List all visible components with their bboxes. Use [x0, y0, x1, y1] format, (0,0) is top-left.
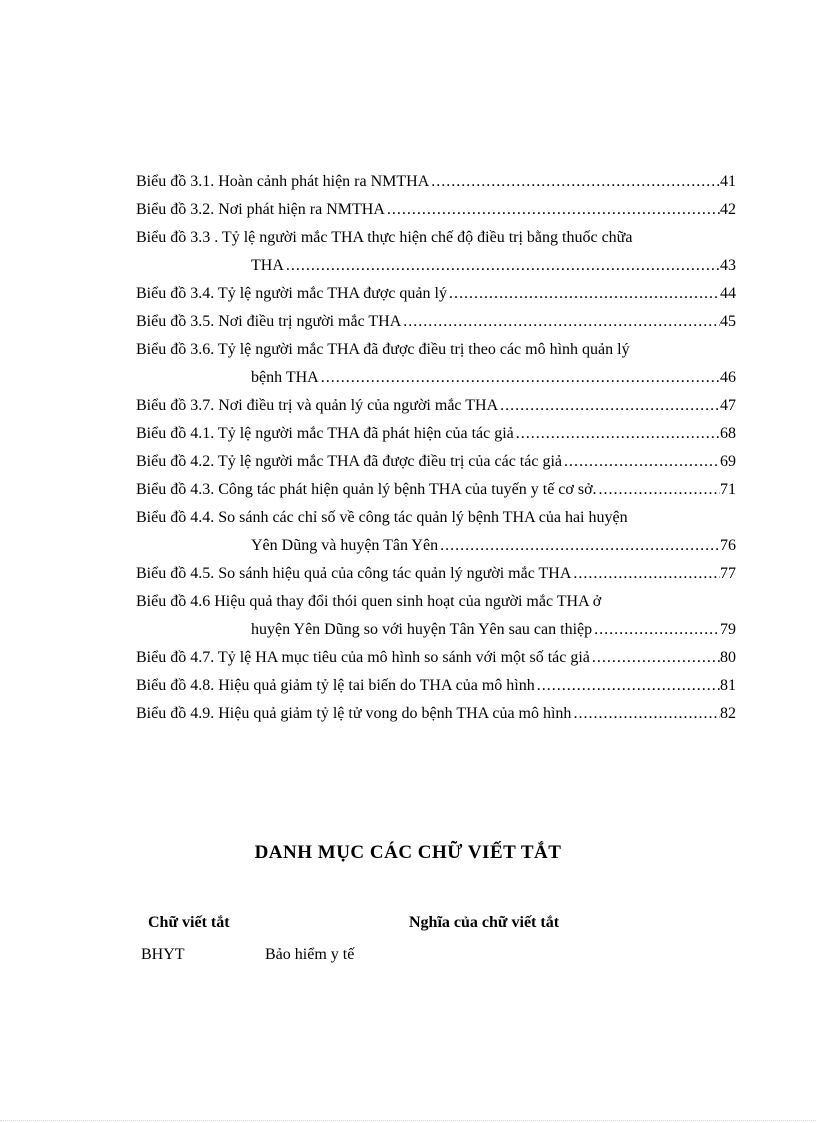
toc-page-number: 69: [720, 453, 736, 470]
dot-leader: [592, 616, 720, 644]
dot-leader: [447, 280, 720, 308]
meaning-column-header: Nghĩa của chữ viết tắt: [409, 914, 560, 931]
toc-entry-title: Biểu đồ 3.5. Nơi điều trị người mắc THA: [136, 313, 402, 330]
toc-entry-title: Biểu đồ 4.4. So sánh các chỉ số về công tác quản lý bệnh THA của hai huyện: [136, 509, 628, 526]
toc-entry: [136, 224, 736, 252]
toc-entry-title: Biểu đồ 4.8. Hiệu quả giảm tỷ lệ tai biến do THA của mô hình: [136, 677, 535, 694]
toc-entry-title: Biểu đồ 3.6. Tỷ lệ người mắc THA đã được điều trị theo các mô hình quản lý: [136, 341, 630, 358]
dot-leader: [571, 560, 720, 588]
toc-entry: [136, 532, 736, 560]
toc-entry: [136, 560, 736, 588]
toc-entry-title: Biểu đồ 3.4. Tỷ lệ người mắc THA được quản lý: [136, 285, 447, 302]
toc-entry: [136, 448, 736, 476]
page-bottom-divider: [0, 1120, 816, 1121]
toc-entry: [136, 616, 736, 644]
toc-entry: [136, 420, 736, 448]
toc-entry: [136, 476, 736, 504]
toc-entry-title: Biểu đồ 3.3 . Tỷ lệ người mắc THA thực hiện chế độ điều trị bằng thuốc chữa: [136, 229, 633, 246]
toc-entry: [136, 308, 736, 336]
meaning-cell: Bảo hiểm y tế: [265, 946, 355, 963]
dot-leader: [597, 476, 720, 504]
toc-page-number: 41: [720, 173, 736, 190]
toc-entry-line: [136, 392, 736, 420]
toc-page-number: 44: [720, 285, 736, 302]
toc-page-number: 42: [720, 201, 736, 218]
dot-leader: [401, 308, 720, 336]
toc-entry-title: THA: [251, 257, 284, 274]
toc-page-number: 80: [720, 649, 736, 666]
toc-entry-line: [136, 672, 736, 700]
toc-entry-line: [136, 280, 736, 308]
toc-entry: [136, 700, 736, 728]
toc-entry-line: [136, 168, 736, 196]
toc-entry-line: [136, 252, 736, 280]
toc-entry-line: [136, 364, 736, 392]
toc-entry-title: Biểu đồ 3.2. Nơi phát hiện ra NMTHA: [136, 201, 385, 218]
toc-entry-line: [136, 644, 736, 672]
toc-page-number: 47: [720, 397, 736, 414]
toc-entry-line: [136, 420, 736, 448]
toc-entry: [136, 336, 736, 364]
toc-page-number: 71: [720, 481, 736, 498]
toc-entry-title: Biểu đồ 4.3. Công tác phát hiện quản lý bệnh THA của tuyến y tế cơ sở.: [136, 481, 597, 498]
toc-entry: [136, 672, 736, 700]
toc-entry-line: [136, 448, 736, 476]
toc-entry-line: [136, 196, 736, 224]
toc-entry-title: Biểu đồ 4.2. Tỷ lệ người mắc THA đã được điều trị của các tác giả: [136, 453, 562, 470]
toc-page-number: 45: [720, 313, 736, 330]
toc-entry-line: [136, 336, 736, 364]
toc-entry-title: Biểu đồ 3.7. Nơi điều trị và quản lý của người mắc THA: [136, 397, 499, 414]
toc-entry-line: [136, 476, 736, 504]
toc-entry-line: [136, 224, 736, 252]
dot-leader: [385, 196, 720, 224]
list-of-charts: [136, 168, 736, 728]
toc-entry-line: [136, 504, 736, 532]
toc-entry: [136, 392, 736, 420]
dot-leader: [535, 672, 720, 700]
dot-leader: [498, 392, 720, 420]
toc-entry-line: [136, 700, 736, 728]
toc-entry: [136, 168, 736, 196]
toc-entry: [136, 280, 736, 308]
dot-leader: [284, 252, 720, 280]
toc-entry-title: Biểu đồ 4.1. Tỷ lệ người mắc THA đã phát hiện của tác giả: [136, 425, 514, 442]
toc-entry-title: Yên Dũng và huyện Tân Yên: [251, 537, 439, 554]
toc-page-number: 46: [720, 369, 736, 386]
abbreviations-heading: DANH MỤC CÁC CHỮ VIẾT TẮT: [254, 842, 562, 863]
toc-entry-title: huyện Yên Dũng so với huyện Tân Yên sau can thiệp: [251, 621, 593, 638]
dot-leader: [571, 700, 720, 728]
abbreviation-column-header: Chữ viết tắt: [148, 914, 230, 931]
toc-page-number: 77: [720, 565, 736, 582]
toc-entry-line: [136, 532, 736, 560]
dot-leader: [514, 420, 720, 448]
dot-leader: [562, 448, 720, 476]
dot-leader: [429, 168, 720, 196]
abbreviation-cell: BHYT: [141, 946, 185, 963]
toc-entry: [136, 504, 736, 532]
toc-page-number: 76: [720, 537, 736, 554]
dot-leader: [319, 364, 720, 392]
toc-entry-line: [136, 616, 736, 644]
toc-entry-title: Biểu đồ 4.6 Hiệu quả thay đổi thói quen sinh hoạt của người mắc THA ở: [136, 593, 602, 610]
toc-entry-title: Biểu đồ 4.9. Hiệu quả giảm tỷ lệ tử vong do bệnh THA của mô hình: [136, 705, 572, 722]
toc-entry: [136, 196, 736, 224]
toc-entry: [136, 644, 736, 672]
toc-entry-line: [136, 560, 736, 588]
dot-leader: [438, 532, 720, 560]
toc-entry-title: Biểu đồ 3.1. Hoàn cảnh phát hiện ra NMTHA: [136, 173, 430, 190]
toc-entry-title: bệnh THA: [251, 369, 319, 386]
toc-page-number: 68: [720, 425, 736, 442]
toc-entry-title: Biểu đồ 4.7. Tỷ lệ HA mục tiêu của mô hình so sánh với một số tác giả: [136, 649, 590, 666]
toc-page-number: 82: [720, 705, 736, 722]
toc-entry: [136, 364, 736, 392]
dot-leader: [590, 644, 720, 672]
toc-entry-title: Biểu đồ 4.5. So sánh hiệu quả của công tác quản lý người mắc THA: [136, 565, 572, 582]
toc-entry: [136, 252, 736, 280]
toc-page-number: 79: [720, 621, 736, 638]
toc-entry-line: [136, 588, 736, 616]
toc-page-number: 81: [720, 677, 736, 694]
toc-page-number: 43: [720, 257, 736, 274]
toc-entry: [136, 588, 736, 616]
toc-entry-line: [136, 308, 736, 336]
